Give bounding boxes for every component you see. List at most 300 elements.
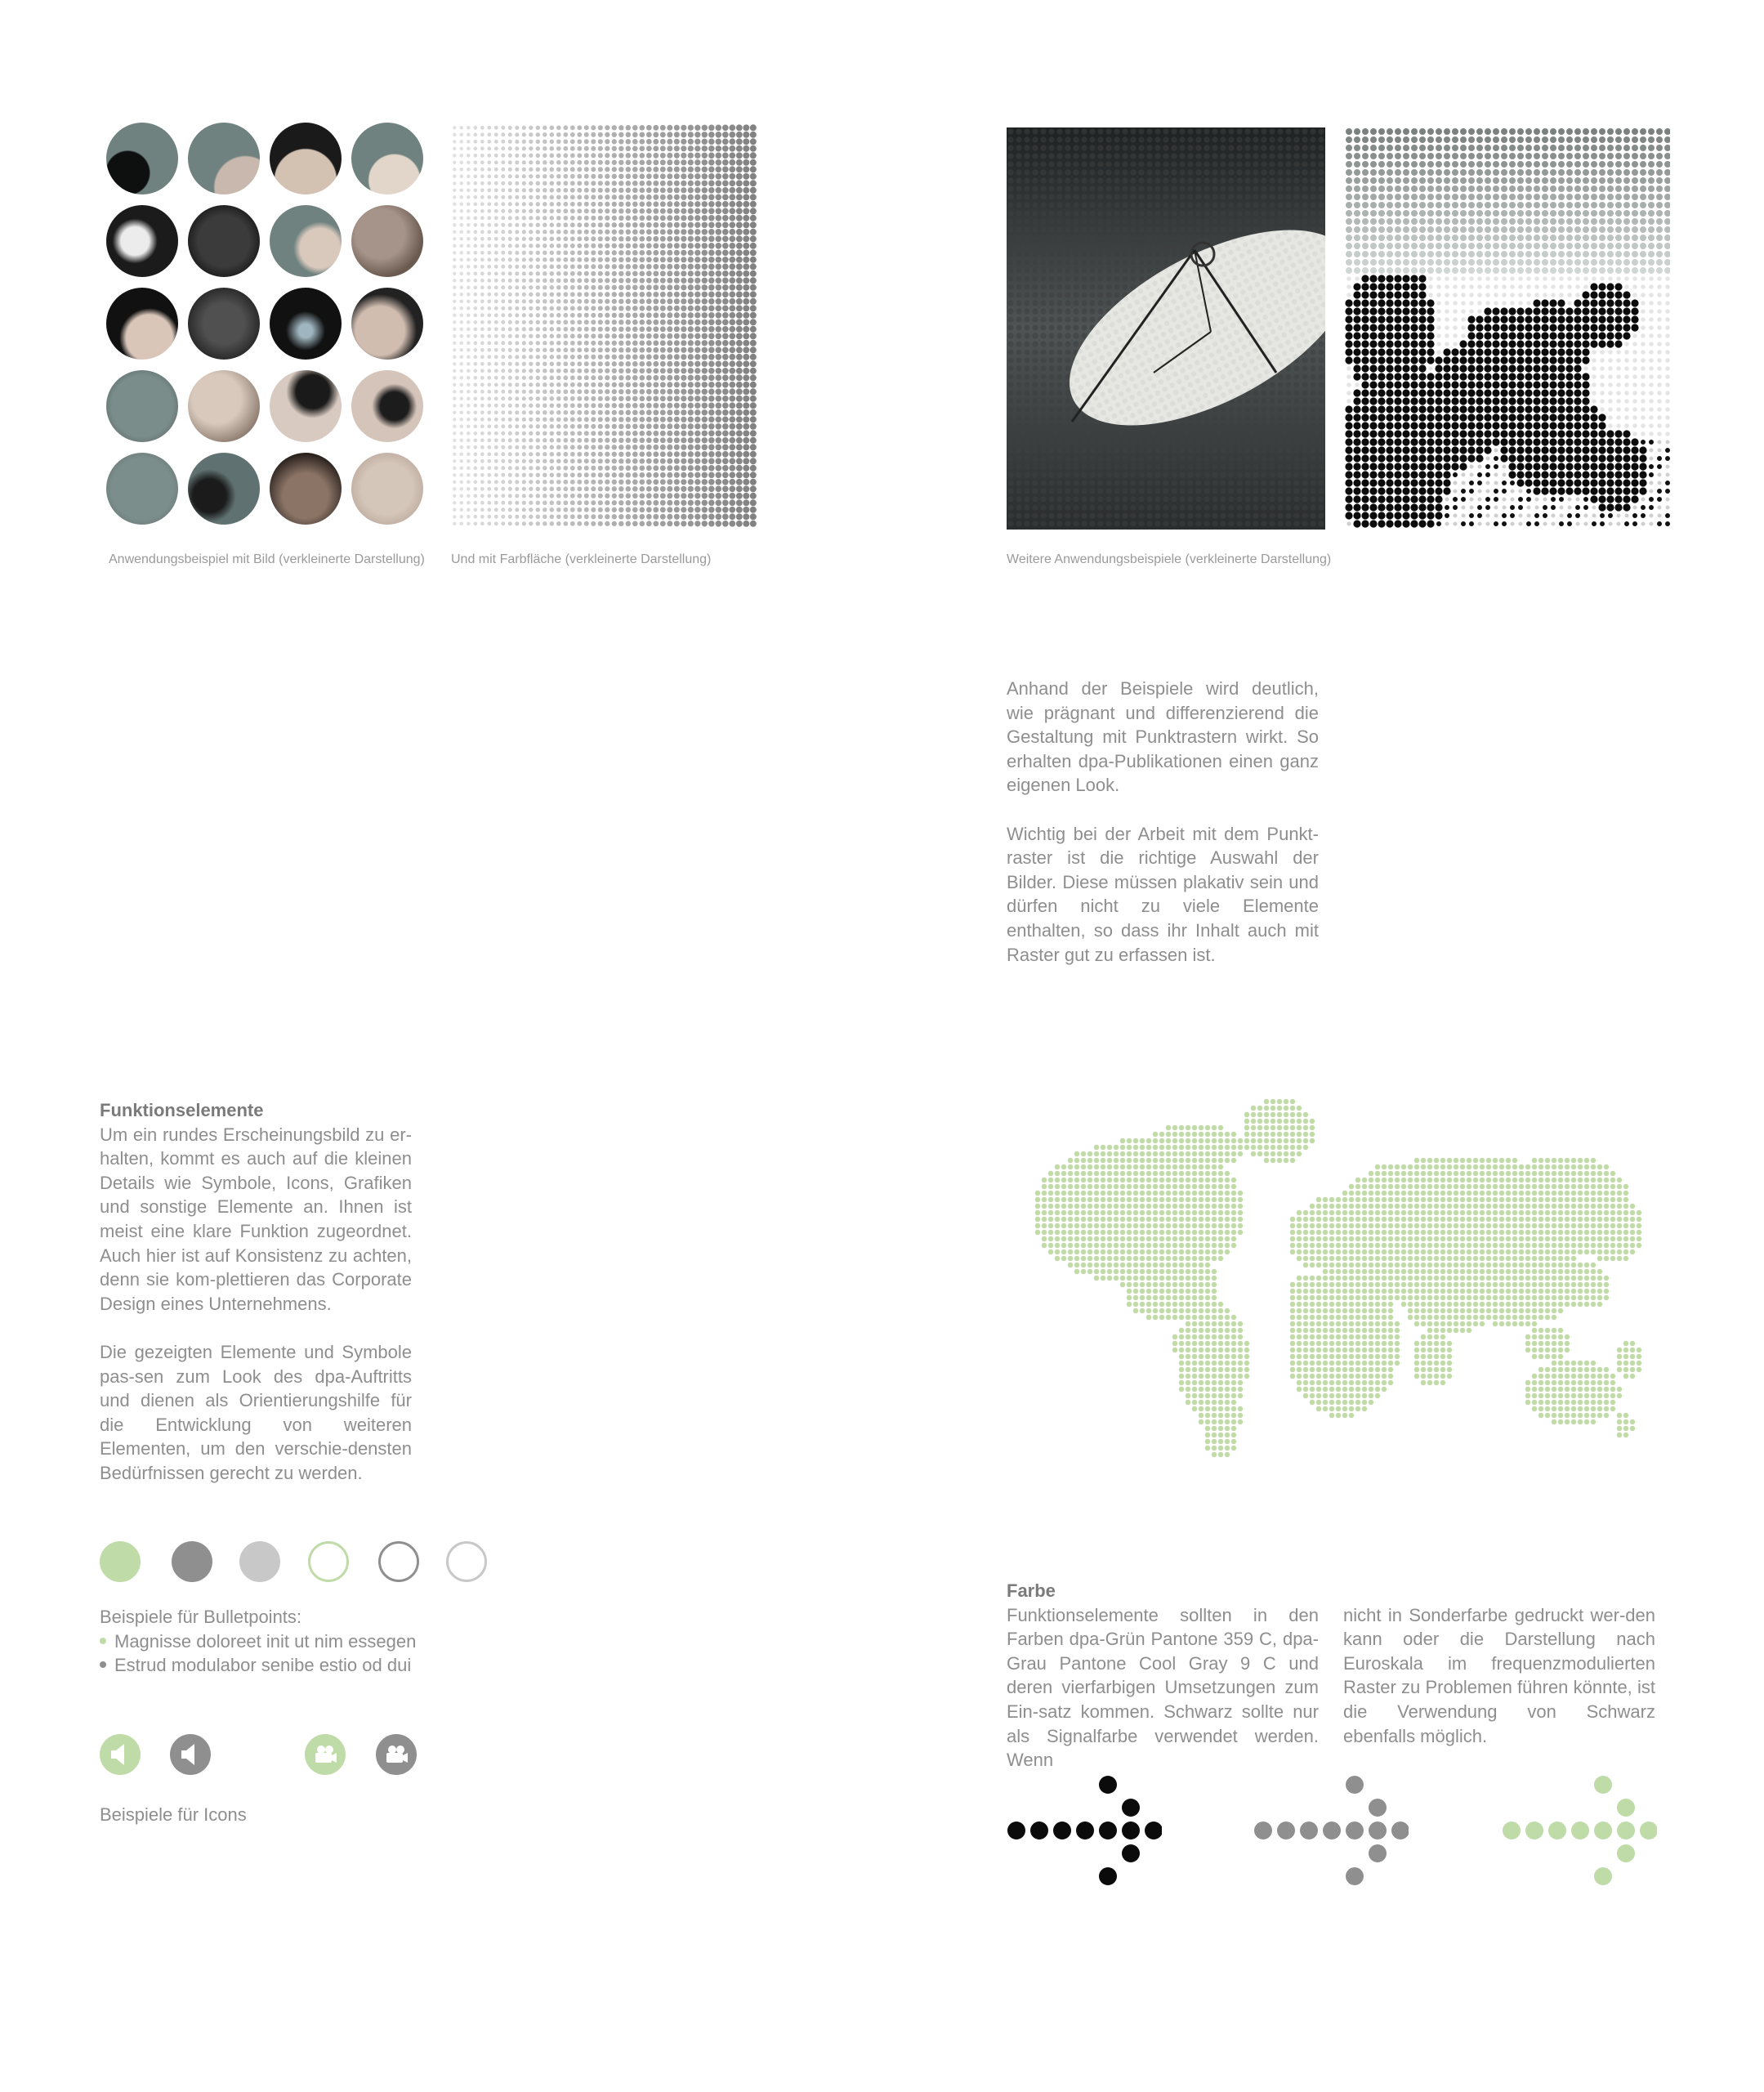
raster-dot xyxy=(619,403,623,408)
halftone-dot xyxy=(1494,284,1498,289)
halftone-dot xyxy=(1606,332,1614,339)
raster-dot xyxy=(473,390,477,394)
halftone-dot xyxy=(1378,210,1385,217)
raster-dot xyxy=(743,312,749,319)
halftone-dot xyxy=(1443,446,1450,454)
raster-dot xyxy=(729,430,735,436)
raster-dot xyxy=(743,368,749,374)
halftone-dot xyxy=(1436,350,1441,355)
halftone-dot xyxy=(1533,381,1540,388)
raster-dot xyxy=(515,494,519,498)
raster-dot xyxy=(612,452,617,457)
map-dot xyxy=(1427,1171,1432,1176)
raster-dot xyxy=(536,362,540,366)
halftone-dot xyxy=(1632,128,1638,135)
halftone-dot xyxy=(1403,218,1409,225)
halftone-dot xyxy=(1541,299,1548,306)
raster-dot xyxy=(694,222,700,228)
raster-dot xyxy=(577,486,582,491)
raster-dot xyxy=(494,146,498,150)
raster-dot xyxy=(501,146,505,150)
raster-dot xyxy=(729,326,735,333)
raster-dot xyxy=(605,410,610,415)
halftone-dot xyxy=(1427,454,1434,462)
raster-dot xyxy=(563,417,568,422)
raster-dot xyxy=(536,320,540,324)
raster-dot xyxy=(688,354,694,360)
halftone-dot xyxy=(1494,506,1498,510)
raster-dot xyxy=(660,173,666,179)
halftone-dot xyxy=(1394,299,1401,306)
raster-dot xyxy=(543,306,547,311)
halftone-dot xyxy=(1541,348,1548,355)
halftone-dot xyxy=(1614,495,1622,503)
halftone-dot xyxy=(1468,169,1475,176)
halftone-dot xyxy=(1427,324,1434,331)
raster-dot xyxy=(750,444,757,450)
halftone-dot xyxy=(1369,405,1377,413)
halftone-dot xyxy=(1623,471,1630,478)
halftone-dot xyxy=(1403,259,1409,266)
halftone-dot xyxy=(1623,463,1630,470)
halftone-dot xyxy=(1607,243,1614,249)
halftone-dot xyxy=(1469,521,1474,526)
raster-dot xyxy=(584,382,589,387)
raster-dot xyxy=(591,208,596,213)
raster-dot xyxy=(487,271,491,275)
raster-dot xyxy=(716,458,722,465)
map-dot xyxy=(1159,1151,1164,1156)
halftone-dot xyxy=(1606,495,1614,503)
map-dot xyxy=(1205,1125,1210,1130)
halftone-dot xyxy=(1403,194,1409,200)
raster-dot xyxy=(473,320,477,324)
map-dot xyxy=(1297,1145,1302,1150)
raster-dot xyxy=(619,375,623,380)
raster-dot xyxy=(605,403,610,408)
halftone-dot xyxy=(1510,284,1515,289)
halftone-dot xyxy=(1657,464,1662,469)
raster-dot xyxy=(722,458,729,464)
map-dot xyxy=(1460,1164,1465,1169)
raster-dot xyxy=(584,208,589,213)
halftone-dot xyxy=(1615,169,1622,176)
raster-dot xyxy=(453,300,456,303)
raster-dot xyxy=(487,306,491,311)
halftone-dot xyxy=(1550,128,1556,135)
raster-dot xyxy=(467,209,471,213)
halftone-dot xyxy=(1459,413,1467,421)
raster-dot xyxy=(653,375,659,381)
halftone-dot xyxy=(1501,226,1507,233)
halftone-dot xyxy=(1485,202,1491,208)
halftone-dot xyxy=(1353,503,1360,511)
halftone-dot xyxy=(1656,194,1663,200)
halftone-dot xyxy=(1476,243,1483,249)
raster-dot xyxy=(639,486,645,492)
halftone-dot xyxy=(1484,332,1491,339)
raster-dot xyxy=(515,334,519,338)
raster-dot xyxy=(550,341,555,346)
raster-dot xyxy=(570,194,575,199)
halftone-dot xyxy=(1346,374,1351,379)
halftone-dot xyxy=(1460,136,1467,143)
halftone-dot xyxy=(1418,397,1426,405)
raster-dot xyxy=(563,139,568,144)
map-dot xyxy=(1480,1164,1485,1169)
halftone-dot xyxy=(1395,186,1401,192)
halftone-dot xyxy=(1583,128,1589,135)
halftone-dot xyxy=(1565,397,1573,405)
raster-dot xyxy=(639,354,645,360)
raster-dot xyxy=(460,473,463,476)
raster-dot xyxy=(708,201,715,208)
raster-dot xyxy=(605,278,610,283)
raster-dot xyxy=(591,222,596,227)
raster-dot xyxy=(515,237,519,241)
raster-dot xyxy=(473,244,477,248)
halftone-dot xyxy=(1525,471,1532,478)
raster-dot xyxy=(556,174,561,179)
halftone-dot xyxy=(1583,366,1588,371)
raster-dot xyxy=(467,473,471,477)
halftone-dot xyxy=(1567,284,1572,289)
raster-dot xyxy=(605,361,610,366)
raster-dot xyxy=(570,174,575,179)
map-dot xyxy=(1140,1164,1145,1169)
raster-dot xyxy=(639,139,645,145)
halftone-dot xyxy=(1394,487,1401,494)
raster-dot xyxy=(653,445,659,450)
raster-dot xyxy=(487,431,491,436)
raster-dot xyxy=(460,195,463,199)
halftone-dot xyxy=(1502,489,1507,494)
halftone-dot xyxy=(1551,284,1556,289)
raster-dot xyxy=(646,222,652,228)
raster-dot xyxy=(460,369,463,373)
map-dot xyxy=(1146,1164,1151,1169)
halftone-dot xyxy=(1468,153,1475,159)
halftone-dot xyxy=(1549,299,1556,306)
raster-dot xyxy=(722,270,729,277)
map-dot xyxy=(1401,1178,1406,1182)
halftone-dot xyxy=(1508,397,1516,405)
halftone-dot xyxy=(1346,177,1352,184)
halftone-dot xyxy=(1476,454,1483,462)
halftone-dot xyxy=(1551,293,1556,297)
raster-dot xyxy=(550,459,555,464)
halftone-dot xyxy=(1525,405,1532,413)
raster-dot xyxy=(508,168,512,172)
halftone-dot xyxy=(1558,145,1565,151)
raster-dot xyxy=(722,493,729,499)
halftone-dot xyxy=(1590,340,1597,347)
raster-dot xyxy=(460,258,463,262)
halftone-dot xyxy=(1624,284,1629,289)
raster-dot xyxy=(708,132,715,138)
map-dot xyxy=(1218,1145,1223,1150)
halftone-dot xyxy=(1656,186,1663,192)
raster-dot xyxy=(632,480,638,485)
raster-dot xyxy=(605,222,610,227)
halftone-dot xyxy=(1533,479,1540,486)
raster-dot xyxy=(494,390,498,394)
raster-dot xyxy=(467,425,471,429)
halftone-dot xyxy=(1387,226,1393,233)
raster-dot xyxy=(722,333,729,339)
raster-dot xyxy=(681,159,686,165)
raster-dot xyxy=(729,229,735,235)
raster-dot xyxy=(501,390,505,394)
raster-dot xyxy=(550,507,555,512)
halftone-dot xyxy=(1567,521,1572,526)
halftone-dot xyxy=(1378,186,1385,192)
map-dot xyxy=(1473,1158,1478,1163)
halftone-dot xyxy=(1542,210,1548,217)
raster-dot xyxy=(536,452,540,456)
halftone-dot xyxy=(1378,471,1385,478)
raster-dot xyxy=(550,369,555,373)
raster-dot xyxy=(501,202,505,206)
halftone-dot xyxy=(1525,243,1532,249)
raster-dot xyxy=(605,375,610,380)
raster-dot xyxy=(550,174,555,179)
raster-dot xyxy=(694,320,700,325)
raster-dot xyxy=(626,160,632,166)
raster-dot xyxy=(716,451,722,458)
halftone-dot xyxy=(1461,309,1466,314)
raster-dot xyxy=(577,521,582,526)
halftone-dot xyxy=(1665,284,1670,289)
halftone-dot xyxy=(1411,218,1418,225)
map-dot xyxy=(1578,1164,1583,1169)
halftone-dot xyxy=(1500,405,1507,413)
raster-dot xyxy=(743,215,749,221)
raster-dot xyxy=(522,154,526,158)
raster-dot xyxy=(722,277,729,284)
halftone-dot xyxy=(1411,145,1418,151)
halftone-dot xyxy=(1485,505,1490,510)
halftone-dot xyxy=(1606,454,1614,462)
halftone-dot xyxy=(1394,397,1401,405)
halftone-dot xyxy=(1534,128,1540,135)
raster-dot xyxy=(556,208,561,213)
halftone-dot xyxy=(1534,284,1539,289)
halftone-dot xyxy=(1436,276,1441,281)
halftone-dot xyxy=(1395,194,1401,200)
raster-dot xyxy=(598,139,603,144)
raster-dot xyxy=(522,126,526,130)
raster-dot xyxy=(598,417,603,422)
halftone-dot xyxy=(1549,381,1556,388)
raster-dot xyxy=(619,125,623,130)
halftone-dot xyxy=(1606,446,1614,454)
halftone-dot xyxy=(1353,495,1360,503)
raster-dot xyxy=(646,201,652,207)
halftone-dot xyxy=(1486,481,1490,485)
halftone-dot xyxy=(1665,342,1670,346)
raster-dot xyxy=(688,145,694,151)
halftone-dot xyxy=(1656,169,1663,176)
raster-dot xyxy=(750,291,757,297)
raster-dot xyxy=(480,473,485,477)
halftone-dot xyxy=(1500,381,1507,388)
raster-dot xyxy=(688,507,694,512)
raster-dot xyxy=(577,146,582,151)
halftone-dot xyxy=(1665,456,1670,461)
halftone-dot xyxy=(1543,505,1547,510)
halftone-dot xyxy=(1650,514,1654,518)
raster-dot xyxy=(563,153,568,158)
raster-dot xyxy=(674,173,680,179)
map-dot xyxy=(1480,1171,1485,1176)
raster-dot xyxy=(639,431,645,436)
raster-dot xyxy=(487,216,491,220)
halftone-dot xyxy=(1534,276,1539,281)
halftone-dot xyxy=(1492,381,1499,388)
map-dot xyxy=(1264,1151,1269,1156)
raster-dot xyxy=(577,153,582,158)
raster-dot xyxy=(619,514,623,519)
raster-dot xyxy=(556,181,561,186)
raster-dot xyxy=(473,473,477,477)
halftone-dot xyxy=(1624,374,1629,379)
halftone-dot xyxy=(1361,307,1369,315)
raster-dot xyxy=(543,515,547,519)
halftone-dot xyxy=(1516,422,1524,429)
raster-dot xyxy=(522,285,526,289)
halftone-dot xyxy=(1542,128,1548,135)
raster-dot xyxy=(688,201,694,207)
raster-dot xyxy=(584,188,589,193)
funktion-paragraph-1: Um ein rundes Erscheinungsbild zu er-halten, kommt es auch auf die kleinen Details wie Symbole, Icons, Grafiken und sonstige Elemente an. Ihnen ist meist eine klare Funktion zugeordnet. Auch hier ist auf Konsistenz zu achten, denn sie kom-plettieren das Corporate Design eines Unternehmens. xyxy=(100,1124,412,1314)
halftone-dot xyxy=(1575,284,1580,289)
raster-dot xyxy=(584,153,589,158)
halftone-dot xyxy=(1435,422,1442,429)
halftone-dot xyxy=(1354,235,1360,241)
raster-dot xyxy=(639,500,645,506)
halftone-dot xyxy=(1632,210,1638,217)
raster-dot xyxy=(681,194,686,200)
raster-dot xyxy=(522,515,526,519)
halftone-dot xyxy=(1657,342,1662,346)
halftone-dot xyxy=(1362,267,1369,274)
halftone-dot xyxy=(1533,324,1540,331)
halftone-dot xyxy=(1485,259,1491,266)
map-dot xyxy=(1114,1158,1119,1163)
raster-dot xyxy=(473,355,477,359)
map-dot xyxy=(1218,1125,1223,1130)
raster-dot xyxy=(667,361,672,367)
raster-dot xyxy=(453,459,456,463)
raster-dot xyxy=(632,410,638,416)
halftone-dot xyxy=(1534,513,1539,518)
raster-dot xyxy=(681,173,686,179)
map-dot xyxy=(1140,1158,1145,1163)
raster-dot xyxy=(543,293,547,297)
raster-dot xyxy=(736,145,743,152)
map-dot xyxy=(1512,1171,1517,1176)
map-dot xyxy=(1257,1112,1262,1117)
halftone-dot xyxy=(1649,301,1654,306)
halftone-dot xyxy=(1395,153,1401,159)
map-dot xyxy=(1205,1178,1210,1182)
halftone-dot xyxy=(1468,128,1475,135)
raster-dot xyxy=(667,215,672,221)
halftone-dot xyxy=(1470,498,1474,502)
raster-dot xyxy=(750,382,757,388)
raster-dot xyxy=(736,402,743,409)
raster-dot xyxy=(570,257,575,262)
halftone-dot xyxy=(1467,356,1475,364)
halftone-dot xyxy=(1459,463,1467,470)
raster-dot xyxy=(688,486,694,492)
raster-dot xyxy=(460,459,463,463)
halftone-dot xyxy=(1549,315,1556,323)
halftone-dot xyxy=(1436,309,1441,314)
halftone-dot xyxy=(1378,463,1385,470)
map-dot xyxy=(1087,1164,1092,1169)
raster-dot xyxy=(660,187,666,193)
map-dot xyxy=(1284,1151,1288,1156)
halftone-dot xyxy=(1492,332,1499,339)
raster-dot xyxy=(674,514,680,520)
raster-dot xyxy=(708,153,715,159)
halftone-dot xyxy=(1592,276,1597,281)
map-dot xyxy=(1061,1178,1066,1182)
raster-dot xyxy=(750,416,757,422)
raster-dot xyxy=(750,430,757,436)
raster-dot xyxy=(536,390,540,394)
raster-dot xyxy=(653,479,659,485)
halftone-dot xyxy=(1378,503,1385,511)
raster-dot xyxy=(480,390,485,394)
map-dot xyxy=(1290,1151,1295,1156)
map-dot xyxy=(1166,1178,1171,1182)
raster-dot xyxy=(667,320,672,325)
raster-dot xyxy=(577,208,582,213)
halftone-dot xyxy=(1501,145,1507,151)
raster-dot xyxy=(639,298,645,304)
raster-dot xyxy=(591,369,596,373)
map-dot xyxy=(1218,1132,1223,1137)
halftone-dot xyxy=(1624,366,1629,371)
raster-dot xyxy=(515,410,519,414)
halftone-dot xyxy=(1386,495,1393,503)
halftone-dot xyxy=(1582,373,1589,380)
raster-dot xyxy=(598,480,603,485)
raster-dot xyxy=(501,410,505,414)
raster-dot xyxy=(480,216,485,220)
halftone-dot xyxy=(1534,145,1540,151)
raster-dot xyxy=(708,389,715,396)
halftone-dot xyxy=(1534,186,1540,192)
raster-dot xyxy=(729,437,735,444)
map-dot xyxy=(1114,1171,1119,1176)
raster-dot xyxy=(750,437,757,444)
raster-dot xyxy=(543,396,547,400)
halftone-dot xyxy=(1658,473,1662,477)
raster-dot xyxy=(716,312,722,319)
raster-dot xyxy=(660,125,666,131)
halftone-dot xyxy=(1410,381,1418,388)
halftone-dot xyxy=(1493,128,1499,135)
raster-dot xyxy=(646,250,652,256)
raster-dot xyxy=(460,203,463,206)
raster-dot xyxy=(674,139,680,145)
raster-dot xyxy=(494,452,498,456)
halftone-dot xyxy=(1614,430,1622,437)
